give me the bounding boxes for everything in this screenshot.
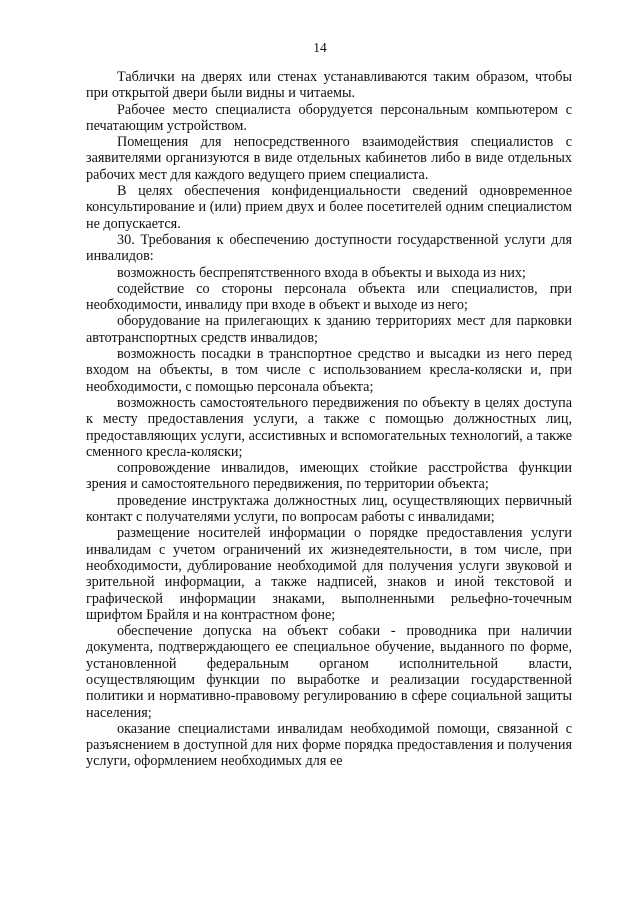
list-item-staff-briefing: проведение инструктажа должностных лиц, осуществляющих первичный контакт с получателями услуги, по вопросам работы с инвалидами; [86, 492, 572, 526]
list-item-entry-exit: возможность беспрепятственного входа в объекты и выхода из них; [117, 264, 526, 281]
paragraph-door-signs: Таблички на дверях или стенах устанавливаются таким образом, чтобы при открытой двери были видны и читаемы. [86, 69, 572, 102]
list-item-specialist-help: оказание специалистами инвалидам необходимой помощи, связанной с разъяснением в доступной для них форме порядка предоставления и получения услуги, оформлением необходимых для ее [86, 720, 572, 770]
list-item-guide-dog: обеспечение допуска на объект собаки - проводника при наличии документа, подтверждающего ее специальное обучение, выданного по форме, установленной федеральным органом исполнительной власти, осуществляющим функции по выработке и реализации государственной политики и нормативно-правовому регулированию в сфере социальной защиты населения; [86, 623, 572, 721]
page-number: 14 [313, 40, 327, 55]
paragraph-workplace: Рабочее место специалиста оборудуется персональным компьютером с печатающим устройством. [86, 101, 572, 134]
paragraph-section-30-heading: 30. Требования к обеспечению доступности государственной услуги для инвалидов: [86, 231, 572, 265]
list-item-escort: сопровождение инвалидов, имеющих стойкие расстройства функции зрения и самостоятельного передвижения, по территории объекта; [86, 460, 572, 493]
document-body [86, 69, 572, 770]
list-item-information-media: размещение носителей информации о порядке предоставления услуги инвалидам с учетом ограничений их жизнедеятельности, в том числе, при необходимости, дублирование необходимой для получения услуги звуковой и зрительной информации, а также надписей, знаков и иной текстовой и графической информации знаками, выполненными рельефно-точечным шрифтом Брайля и на контрастном фоне; [86, 525, 572, 623]
list-item-parking: оборудование на прилегающих к зданию территориях мест для парковки автотранспортных средств инвалидов; [86, 313, 572, 346]
paragraph-confidentiality: В целях обеспечения конфиденциальности сведений одновременное консультирование и (или) прием двух и более посетителей одним специалистом не допускается. [86, 183, 572, 232]
paragraph-rooms: Помещения для непосредственного взаимодействия специалистов с заявителями организуются в виде отдельных кабинетов либо в виде отдельных рабочих мест для каждого ведущего прием специалиста. [86, 134, 572, 183]
list-item-independent-movement: возможность самостоятельного передвижения по объекту в целях доступа к месту предоставления услуги, а также с помощью должностных лиц, предоставляющих услуги, ассистивных и вспомогательных технологий, а также сменного кресла-коляски; [86, 394, 572, 460]
list-item-vehicle-boarding: возможность посадки в транспортное средство и высадки из него перед входом на объекты, в том числе с использованием кресла-коляски и, при необходимости, с помощью персонала объекта; [86, 346, 572, 395]
list-item-staff-assistance: содействие со стороны персонала объекта или специалистов, при необходимости, инвалиду при входе в объект и выходе из него; [86, 280, 572, 314]
